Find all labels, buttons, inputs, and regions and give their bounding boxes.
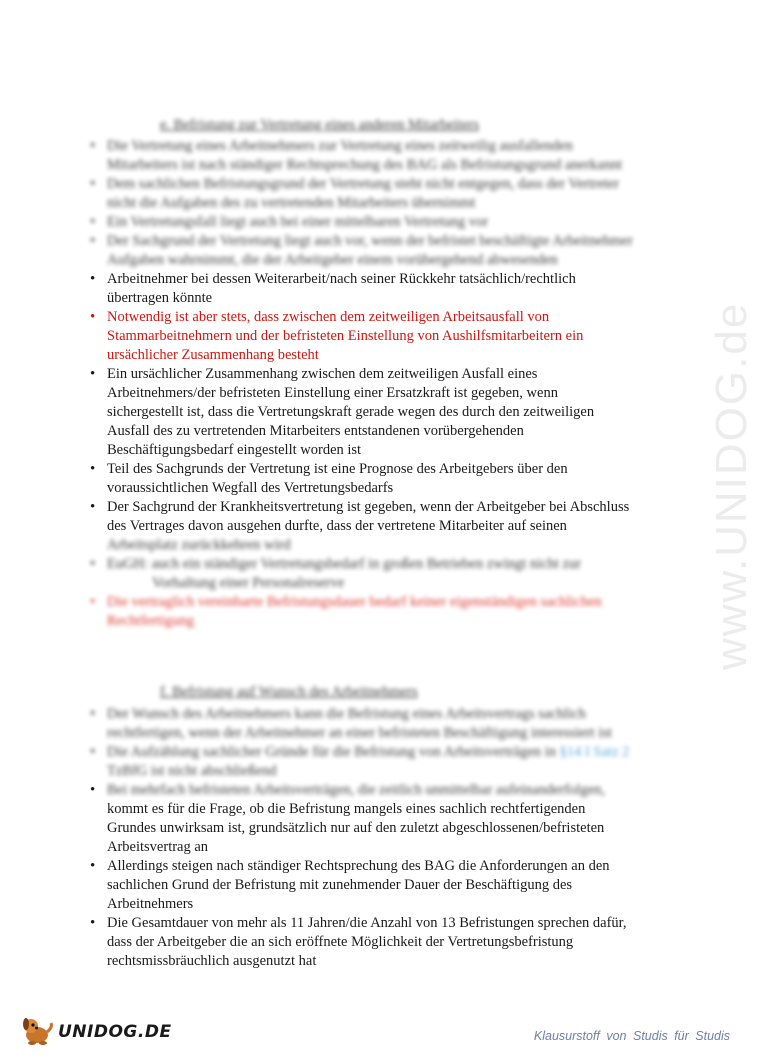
list-item: • Bei mehrfach befristeten Arbeitsverträgen, die zeitlich unmittelbar aufeinanderfolgen, kommt es für die Frage, ob die Befristung mangels eines sachlich rechtfertigenden Grundes unwirksam ist, grundsätzlich nur auf den zuletzt abgeschlossenen/befristeten Arbeitsvertrag an xyxy=(90,781,665,857)
list-item: • Der Sachgrund der Vertretung liegt auch vor, wenn der befristet beschäftigte Arbeitnehmer Aufgaben wahrnimmt, die der Arbeitgeber einem vorübergehend abwesenden xyxy=(90,232,665,270)
watermark: www.UNIDOG.de xyxy=(707,301,756,670)
dog-icon xyxy=(20,1013,54,1052)
logo-text: UNIDOG.DE xyxy=(58,1022,172,1042)
section-f-list xyxy=(90,705,665,971)
list-item: • Teil des Sachgrunds der Vertretung ist eine Prognose des Arbeitgebers über den voraussichtlichen Wegfall des Vertretungsbedarfs xyxy=(90,460,665,498)
list-item: • Der Wunsch des Arbeitnehmers kann die Befristung eines Arbeitsvertrags sachlich rechtfertigen, wenn der Arbeitnehmer an einer befristeten Beschäftigung interessiert ist xyxy=(90,705,665,743)
section-e-heading: e. Befristung zur Vertretung eines anderen Mitarbeiters xyxy=(160,117,480,133)
list-item: • EuGH: auch ein ständiger Vertretungsbedarf in großen Betrieben zwingt nicht zur Vorhaltung einer Personalreserve xyxy=(90,555,665,593)
unidog-logo[interactable] xyxy=(20,1012,172,1052)
list-item: • Ein Vertretungsfall liegt auch bei einer mittelbaren Vertretung vor xyxy=(90,213,665,232)
list-item: • Allerdings steigen nach ständiger Rechtsprechung des BAG die Anforderungen an den sachlichen Grund der Befristung mit zunehmender Dauer der Beschäftigung des Arbeitnehmers xyxy=(90,857,665,914)
list-item: • Ein ursächlicher Zusammenhang zwischen dem zeitweiligen Ausfall eines Arbeitnehmers/der befristeten Einstellung einer Ersatzkraft ist gegeben, wenn sichergestellt ist, dass die Vertretungskraft gerade wegen des durch den zeitweiligen Ausfall des zu vertretenden Mitarbeiters entstandenen vorübergehenden Beschäftigungsbedarf eingestellt worden ist xyxy=(90,365,665,460)
section-e-list xyxy=(90,137,665,631)
list-item: • Der Sachgrund der Krankheitsvertretung ist gegeben, wenn der Arbeitgeber bei Abschluss des Vertrages davon ausgehen durfte, dass der vertretene Mitarbeiter auf seinen Arbeitsplatz zurückkehren wird xyxy=(90,498,665,555)
statute-link[interactable]: §14 I Satz 2 xyxy=(559,744,630,760)
list-item: • Die Vertretung eines Arbeitnehmers zur Vertretung eines zeitweilig ausfallenden Mitarbeiters ist nach ständiger Rechtsprechung des BAG als Befristungsgrund anerkannt xyxy=(90,137,665,175)
section-f-heading: f. Befristung auf Wunsch des Arbeitnehmers xyxy=(160,684,418,700)
list-item: • Die Aufzählung sachlicher Gründe für die Befristung von Arbeitsverträgen in §14 I Satz 2 TzBfG ist nicht abschließend xyxy=(90,743,665,781)
list-item-continuation: • Arbeitnehmer bei dessen Weiterarbeit/nach seiner Rückkehr tatsächlich/rechtlich übertragen könnte xyxy=(90,270,665,308)
list-item-highlight: • Die vertraglich vereinbarte Befristungsdauer bedarf keiner eigenständigen sachlichen Rechtfertigung xyxy=(90,593,665,631)
list-item-highlight: • Notwendig ist aber stets, dass zwischen dem zeitweiligen Arbeitsausfall von Stammarbeitnehmern und der befristeten Einstellung von Aushilfsmitarbeitern ein ursächlicher Zusammenhang besteht xyxy=(90,308,665,365)
footer-tagline: Klausurstoff von Studis für Studis xyxy=(533,1029,730,1043)
list-item: • Dem sachlichen Befristungsgrund der Vertretung steht nicht entgegen, dass der Vertreter nicht die Aufgaben des zu vertretenden Mitarbeiters übernimmt xyxy=(90,175,665,213)
list-item: • Die Gesamtdauer von mehr als 11 Jahren/die Anzahl von 13 Befristungen sprechen dafür, dass der Arbeitgeber die an sich eröffnete Möglichkeit der Vertretungsbefristung rechtsmissbräuchlich ausgenutzt hat xyxy=(90,914,665,971)
